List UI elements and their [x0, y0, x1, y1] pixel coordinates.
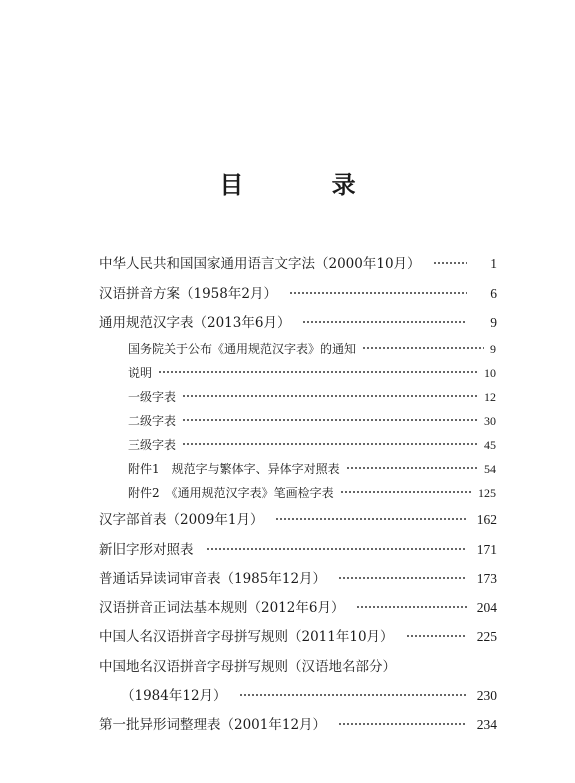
toc-entry-label: 通用规范汉字表（2013年6月）	[99, 315, 291, 331]
dot-leader	[206, 542, 468, 556]
toc-page-number: 225	[476, 629, 497, 644]
toc-page-number: 12	[484, 390, 496, 404]
toc-entry-label: 中华人民共和国国家通用语言文字法（2000年10月）	[99, 256, 421, 272]
toc-entry-standard-characters[interactable]	[99, 311, 497, 331]
toc-entry-label: 新旧字形对照表	[99, 542, 194, 558]
toc-entry-label: 汉字部首表（2009年1月）	[99, 512, 264, 528]
toc-page-number: 162	[476, 512, 497, 527]
page-title: 目 录	[219, 171, 396, 199]
toc-entry-label: 二级字表	[128, 414, 177, 428]
toc-subentry-notice[interactable]	[128, 340, 496, 357]
toc-entry-language-law[interactable]	[99, 252, 497, 272]
toc-entry-radicals[interactable]	[99, 508, 497, 528]
toc-page-number: 9	[490, 315, 497, 330]
dot-leader	[356, 600, 467, 614]
toc-entry-orthography[interactable]	[99, 596, 497, 616]
dot-leader	[338, 717, 467, 731]
toc-entry-label: 附件1 规范字与繁体字、异体字对照表	[128, 462, 340, 476]
dot-leader	[406, 629, 467, 643]
dot-leader	[302, 315, 467, 329]
dot-leader	[275, 512, 467, 526]
toc-entry-label: 附件2 《通用规范汉字表》笔画检字表	[128, 486, 334, 500]
toc-page-number: 10	[484, 366, 496, 380]
toc-page-number: 230	[476, 688, 497, 703]
toc-page-number: 30	[484, 414, 496, 428]
toc-entry-label: 中国地名汉语拼音字母拼写规则（汉语地名部分）	[99, 659, 396, 675]
toc-entry-place-names-continued[interactable]	[99, 684, 497, 704]
toc-entry-variant-words[interactable]	[99, 713, 497, 733]
toc-entry-label: 国务院关于公布《通用规范汉字表》的通知	[128, 342, 357, 356]
toc-entry-label: 说明	[128, 366, 153, 380]
toc-entry-label: 汉语拼音正词法基本规则（2012年6月）	[99, 600, 345, 616]
toc-page-number: 45	[484, 438, 496, 452]
toc-page-number: 1	[490, 256, 497, 271]
toc-page-number: 54	[484, 462, 496, 476]
dot-leader	[346, 462, 478, 474]
toc-entry-label: （1984年12月）	[121, 688, 227, 704]
toc-entry-pinyin-scheme[interactable]	[99, 282, 497, 302]
toc-subentry-level-three[interactable]	[128, 436, 496, 453]
toc-entry-label: 三级字表	[128, 438, 177, 452]
dot-leader	[340, 486, 472, 498]
toc-entry-glyph-forms[interactable]	[99, 538, 497, 558]
toc-page-number: 173	[476, 571, 497, 586]
dot-leader	[158, 366, 478, 378]
dot-leader	[182, 414, 478, 426]
toc-entry-label: 一级字表	[128, 390, 177, 404]
toc-entry-label: 普通话异读词审音表（1985年12月）	[99, 571, 327, 587]
toc-subentry-explanation[interactable]	[128, 364, 496, 381]
toc-subentry-appendix-one[interactable]	[128, 460, 496, 477]
toc-page-number: 9	[490, 342, 496, 356]
dot-leader	[239, 688, 467, 702]
toc-subentry-level-one[interactable]	[128, 388, 496, 405]
dot-leader	[433, 256, 467, 270]
toc-entry-personal-names[interactable]	[99, 625, 497, 645]
toc-page-number: 6	[490, 286, 497, 301]
toc-subentry-level-two[interactable]	[128, 412, 496, 429]
toc-entry-label: 中国人名汉语拼音字母拼写规则（2011年10月）	[99, 629, 394, 645]
toc-entry-place-names[interactable]	[99, 655, 497, 675]
toc-entry-label: 第一批异形词整理表（2001年12月）	[99, 717, 327, 733]
toc-entry-label: 汉语拼音方案（1958年2月）	[99, 286, 277, 302]
dot-leader	[289, 286, 467, 300]
dot-leader	[338, 571, 467, 585]
toc-page-number: 234	[476, 717, 497, 732]
toc-subentry-appendix-two[interactable]	[128, 484, 496, 501]
dot-leader	[362, 342, 484, 354]
dot-leader	[182, 438, 478, 450]
toc-page-number: 171	[476, 542, 497, 557]
dot-leader	[182, 390, 478, 402]
toc-page-number: 204	[476, 600, 497, 615]
toc-page-number: 125	[478, 486, 496, 500]
toc-entry-pronunciation[interactable]	[99, 567, 497, 587]
